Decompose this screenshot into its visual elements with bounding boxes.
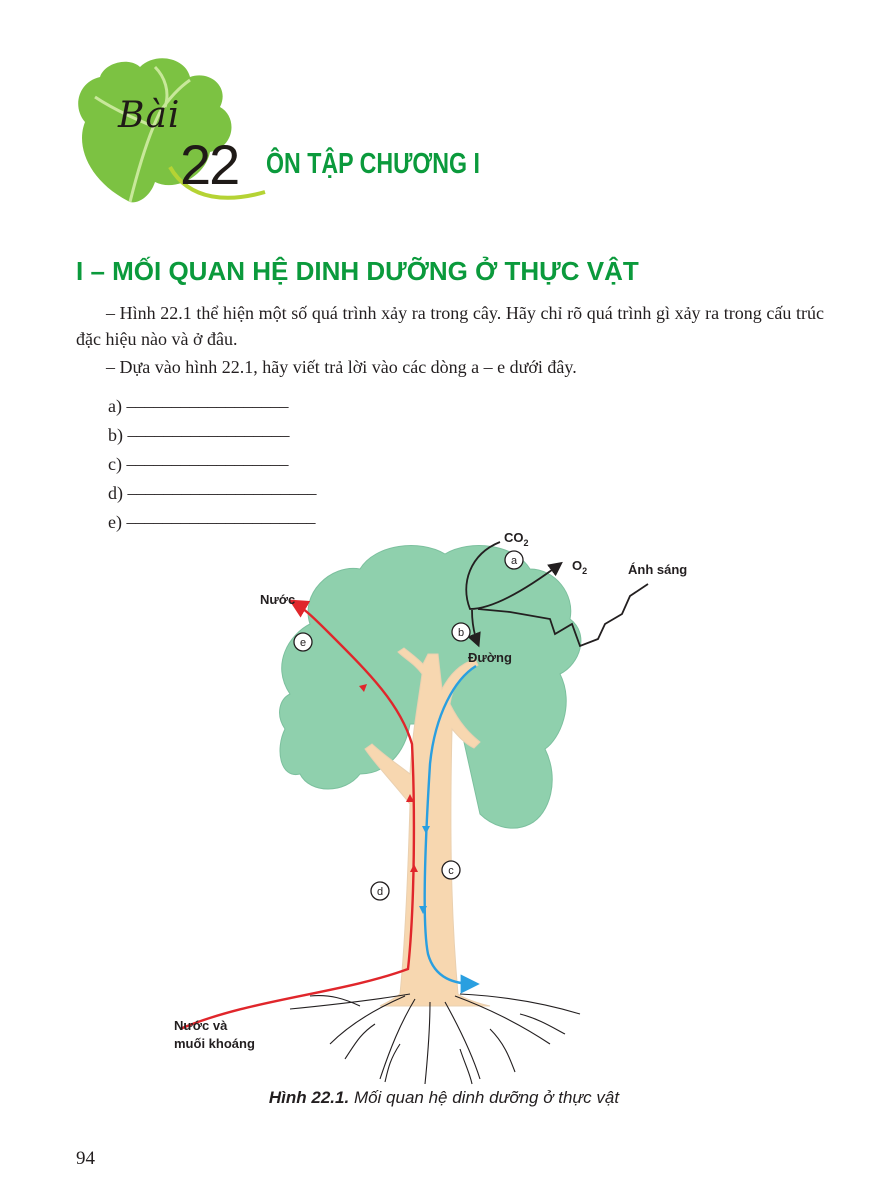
label-co2: $CO_2$ bbox=[504, 530, 529, 548]
caption-text: Mối quan hệ dinh dưỡng ở thực vật bbox=[353, 1088, 620, 1107]
label-sugar: Đường bbox=[468, 650, 512, 665]
answer-line-e[interactable]: e) ––––––––––––––––––––– bbox=[108, 512, 316, 532]
answer-lines bbox=[108, 392, 317, 537]
marker-e bbox=[294, 633, 312, 651]
lesson-number: 22 bbox=[180, 133, 239, 196]
tree-nutrition-diagram bbox=[160, 524, 740, 1090]
answer-line-a[interactable]: a) –––––––––––––––––– bbox=[108, 396, 289, 416]
figure-caption bbox=[0, 1088, 888, 1108]
label-water-minerals-2: muối khoáng bbox=[174, 1036, 255, 1051]
label-water: Nước bbox=[260, 592, 296, 607]
svg-text:b: b bbox=[457, 627, 465, 639]
marker-b bbox=[452, 623, 470, 641]
svg-text:e: e bbox=[299, 637, 307, 649]
svg-text:a: a bbox=[510, 555, 518, 567]
answer-line-d[interactable]: d) ––––––––––––––––––––– bbox=[108, 483, 317, 503]
caption-label: Hình 22.1. bbox=[268, 1088, 350, 1107]
paragraph-task: – Dựa vào hình 22.1, hãy viết trả lời vào các dòng a – e dưới đây. bbox=[106, 357, 577, 377]
lesson-title: ÔN TẬP CHƯƠNG I bbox=[266, 148, 480, 180]
label-o2: $O_2$ bbox=[572, 558, 588, 576]
svg-text:d: d bbox=[376, 886, 384, 898]
section-title: I – MỐI QUAN HỆ DINH DƯỠNG Ở THỰC VẬT bbox=[76, 256, 639, 286]
tree-roots bbox=[290, 994, 580, 1084]
marker-d bbox=[371, 882, 389, 900]
answer-line-b[interactable]: b) –––––––––––––––––– bbox=[108, 425, 290, 445]
marker-a bbox=[505, 551, 523, 569]
marker-c bbox=[442, 861, 460, 879]
label-water-minerals-1: Nước và bbox=[174, 1018, 228, 1033]
page-number: 94 bbox=[76, 1148, 95, 1169]
paragraph-instruction: – Hình 22.1 thể hiện một số quá trình xảy ra trong cây. Hãy chỉ rõ quá trình gì xảy ra trong cấu trúc đặc hiệu nào và ở đâu. bbox=[76, 303, 824, 349]
svg-text:c: c bbox=[448, 865, 454, 877]
answer-line-c[interactable]: c) –––––––––––––––––– bbox=[108, 454, 289, 474]
label-light: Ánh sáng bbox=[628, 562, 688, 577]
lesson-label: Bài bbox=[118, 95, 181, 136]
